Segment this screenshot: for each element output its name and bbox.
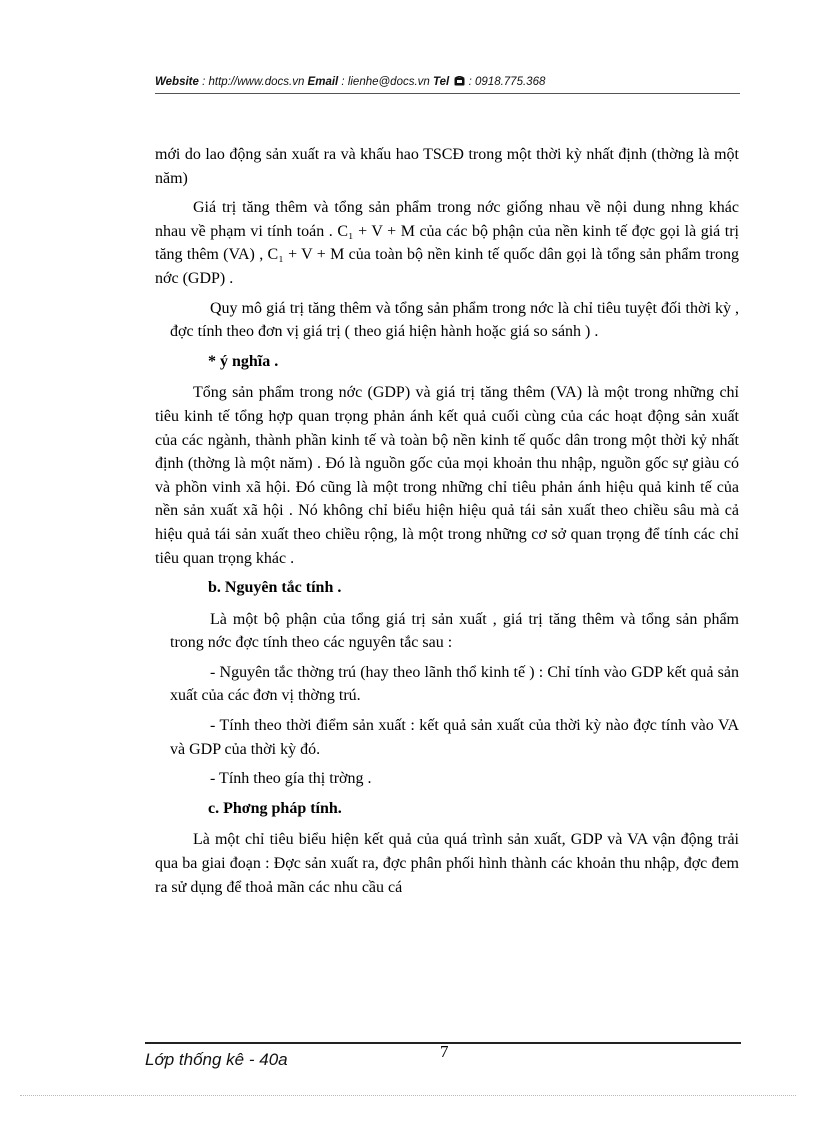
footer-class-name: Lớp thống kê - 40a bbox=[145, 1050, 288, 1069]
paragraph-2: Giá trị tăng thêm và tổng sản phẩm trong nớc giống nhau về nội dung nhng khác nhau về phạm vi tính toán . C₁ + V + M của các bộ phận của nền kinh tế đợc gọi là giá trị tăng thêm (VA) , C₁ + V + M của toàn bộ nền kinh tế quốc dân gọi là tổng sản phẩm trong nớc (GDP) . bbox=[155, 199, 739, 287]
paragraph-6: - Nguyên tắc thờng trú (hay theo lãnh thổ kinh tế ) : Chỉ tính vào GDP kết quả sản xuất của các đơn vị thờng trú. bbox=[170, 663, 739, 705]
document-body bbox=[155, 143, 739, 905]
tel-value: : 0918.775.368 bbox=[465, 76, 546, 88]
paragraph-7: - Tính theo thời điểm sản xuất : kết quả sản xuất của thời kỳ nào đợc tính vào VA và GDP của thời kỳ đó. bbox=[170, 717, 739, 758]
heading-meaning: * ý nghĩa . bbox=[208, 352, 279, 370]
page-number: 7 bbox=[440, 1042, 449, 1061]
paragraph-5: Là một bộ phận của tổng giá trị sản xuất , giá trị tăng thêm và tổng sản phẩm trong nớc đợc tính theo các nguyên tắc sau : bbox=[170, 610, 739, 652]
header-divider bbox=[155, 93, 740, 94]
paragraph-9: Là một chỉ tiêu biểu hiện kết quả của quá trình sản xuất, GDP và VA vận động trải qua ba giai đoạn : Đợc sản xuất ra, đợc phân phối hình thành các khoản thu nhập, đợc đem ra sử dụng để thoả mãn các nhu cầu cá bbox=[155, 831, 739, 896]
paragraph-1: mới do lao động sản xuất ra và khấu hao TSCĐ trong một thời kỳ nhất định (thờng là một năm) bbox=[155, 146, 739, 187]
heading-principles: b. Nguyên tắc tính . bbox=[208, 579, 342, 597]
website-label: Website bbox=[155, 76, 199, 88]
paragraph-8: - Tính theo gía thị trờng . bbox=[210, 770, 372, 788]
website-value: : http://www.docs.vn bbox=[198, 76, 308, 88]
phone-icon bbox=[454, 76, 465, 89]
page-header bbox=[155, 76, 740, 89]
page-bottom-dotted-line bbox=[20, 1095, 796, 1096]
paragraph-3: Quy mô giá trị tăng thêm và tổng sản phẩm trong nớc là chỉ tiêu tuyệt đối thời kỳ , đợc tính theo đơn vị giá trị ( theo giá hiện hành hoặc giá so sánh ) . bbox=[170, 299, 739, 341]
email-label: Email bbox=[307, 76, 339, 88]
paragraph-4: Tổng sản phẩm trong nớc (GDP) và giá trị tăng thêm (VA) là một trong những chỉ tiêu kinh tế tổng hợp quan trọng phản ánh kết quả cuối cùng của các hoạt động sản xuất của các ngành, thành phần kinh tế và toàn bộ nền kinh tế quốc dân trong một thời kỷ nhất định (thờng là một năm) . Đó là nguồn gốc của mọi khoản thu nhập, nguồn gốc sự giàu có và phồn vinh xã hội. Đó cũng là một trong những chỉ tiêu phản ánh hiệu quả kinh tế của nền sản xuất xã hội . Nó không chỉ biểu hiện hiệu quả tái sản xuất theo chiều sâu mà cả hiệu quả tái sản xuất theo chiều rộng, là một trong những cơ sở quan trọng để tính các chỉ tiêu quan trọng khác . bbox=[155, 384, 739, 567]
tel-label: Tel bbox=[433, 76, 450, 88]
heading-method: c. Phơng pháp tính. bbox=[208, 799, 342, 817]
email-value: : lienhe@docs.vn bbox=[338, 76, 434, 88]
